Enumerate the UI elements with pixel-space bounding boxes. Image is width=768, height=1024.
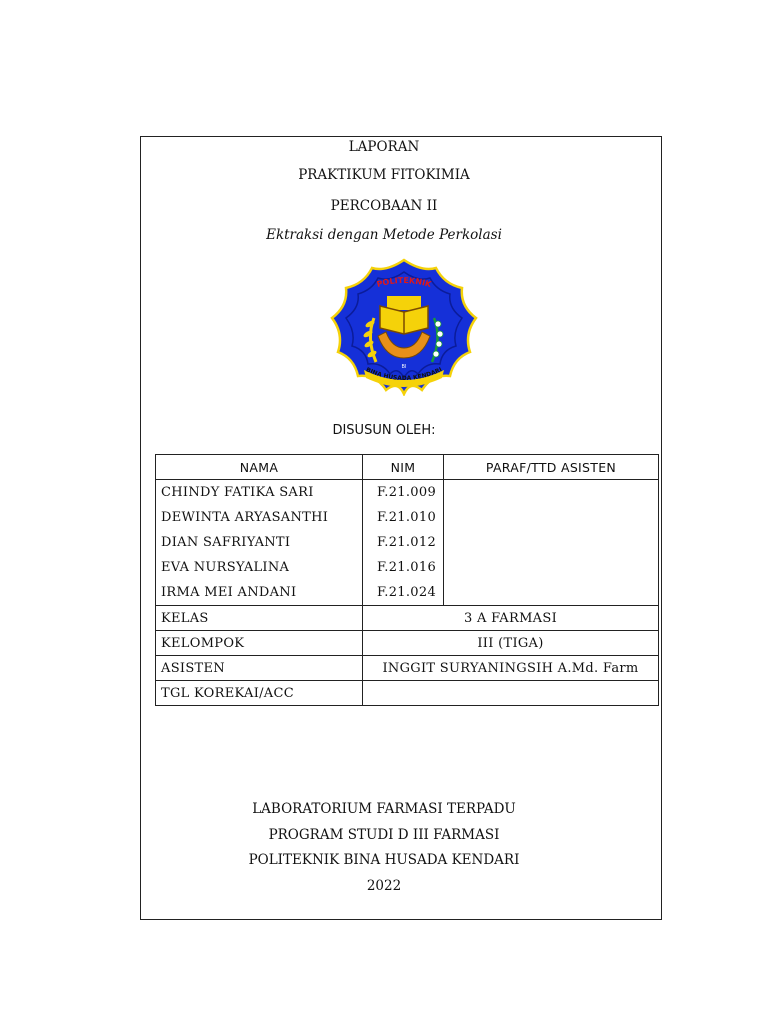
logo-small-text: BI (401, 364, 407, 370)
group-value: III (TIGA) (363, 631, 659, 656)
correction-date-value (363, 681, 659, 706)
footer-program: PROGRAM STUDI D III FARMASI (268, 827, 500, 843)
experiment-topic: Ektraksi dengan Metode Perkolasi (266, 227, 502, 243)
member-names (156, 480, 363, 606)
group-row (156, 631, 659, 656)
assistant-label: ASISTEN (156, 656, 363, 681)
member-name: DIAN SAFRIYANTI (161, 535, 291, 550)
header-name: NAMA (156, 455, 363, 480)
member-name: DEWINTA ARYASANTHI (161, 510, 329, 525)
class-value: 3 A FARMASI (363, 606, 659, 631)
logo-top-text: POLITEKNIK (375, 275, 433, 290)
member-nim: F.21.024 (377, 585, 437, 600)
table-header-row (156, 455, 659, 480)
header-nim: NIM (363, 455, 444, 480)
assistant-value: INGGIT SURYANINGSIH A.Md. Farm (363, 656, 659, 681)
group-label: KELOMPOK (156, 631, 363, 656)
member-nim: F.21.009 (377, 485, 437, 500)
experiment-number: PERCOBAAN II (330, 198, 438, 214)
members-row (156, 480, 659, 606)
member-name: CHINDY FATIKA SARI (161, 485, 314, 500)
member-nim: F.21.016 (377, 560, 437, 575)
report-subtitle: PRAKTIKUM FITOKIMIA (298, 167, 470, 183)
report-title: LAPORAN (348, 139, 420, 155)
member-nim: F.21.010 (377, 510, 437, 525)
footer-lab: LABORATORIUM FARMASI TERPADU (252, 801, 516, 817)
member-nims (363, 480, 444, 606)
members-table (155, 454, 659, 706)
composed-by-label: DISUSUN OLEH: (332, 423, 436, 438)
member-name: IRMA MEI ANDANI (161, 585, 297, 600)
assistant-row (156, 656, 659, 681)
member-nim: F.21.012 (377, 535, 437, 550)
footer-year: 2022 (366, 878, 402, 894)
signature-cell (444, 480, 659, 606)
header-signature: PARAF/TTD ASISTEN (444, 455, 659, 480)
correction-date-label: TGL KOREKAI/ACC (156, 681, 363, 706)
class-label: KELAS (156, 606, 363, 631)
politeknik-logo (330, 258, 478, 396)
footer-institution: POLITEKNIK BINA HUSADA KENDARI (248, 852, 520, 868)
logo-flame-base (387, 296, 421, 310)
logo-bottom-text: BINA HUSADA KENDARI (364, 366, 444, 383)
correction-date-row (156, 681, 659, 706)
member-name: EVA NURSYALINA (161, 560, 290, 575)
class-row (156, 606, 659, 631)
